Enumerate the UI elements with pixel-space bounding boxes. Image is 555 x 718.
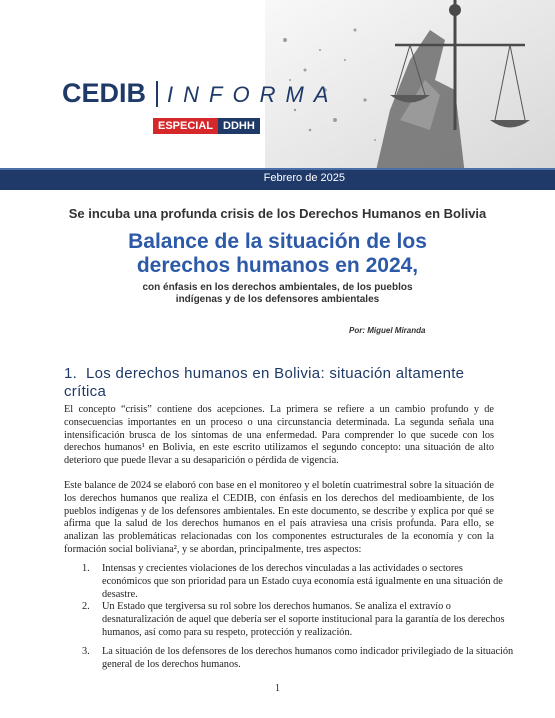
list-item bbox=[82, 563, 514, 601]
list-item-text: Un Estado que tergiversa su rol sobre los derechos humanos. Se analiza el extravío o desnaturalización de aquel que debería ser el soporte institucional para la garantía de los derechos humanos, así como para su respeto, protección y realización. bbox=[102, 601, 505, 638]
title-line-2: derechos humanos en 2024, bbox=[136, 254, 419, 277]
badge-especial: ESPECIAL bbox=[153, 118, 218, 134]
article-subtitle bbox=[0, 282, 555, 306]
list-item-number: 2. bbox=[82, 601, 90, 612]
special-badge bbox=[153, 118, 260, 134]
list-item-text: La situación de los defensores de los derechos humanos como indicador privilegiado de la situación general de los derechos humanos. bbox=[102, 646, 514, 670]
list-item-number: 1. bbox=[82, 563, 90, 574]
header-banner bbox=[0, 0, 555, 190]
cedib-informa-logo bbox=[62, 78, 338, 109]
logo-informa-text: INFORMA bbox=[167, 82, 339, 107]
list-item bbox=[82, 646, 514, 672]
list-item bbox=[82, 601, 514, 639]
article-title bbox=[0, 230, 555, 278]
section-title: Los derechos humanos en Bolivia: situación altamente crítica bbox=[64, 365, 465, 400]
author-byline: Por: Miguel Miranda bbox=[349, 326, 426, 335]
title-line-1: Balance de la situación de los bbox=[128, 230, 427, 253]
logo-divider bbox=[156, 81, 158, 107]
subtitle-line-2: indígenas y de los defensores ambientales bbox=[175, 294, 380, 305]
page-number: 1 bbox=[275, 683, 280, 694]
publication-date: Febrero de 2025 bbox=[263, 172, 345, 184]
list-item-number: 3. bbox=[82, 646, 90, 657]
section-number: 1. bbox=[64, 365, 78, 382]
list-item-text: Intensas y crecientes violaciones de los derechos vinculadas a las actividades o sectores económicos que son prioridad para un Estado cuya economía está igualmente en una situación de desastre. bbox=[102, 563, 503, 600]
badge-ddhh: DDHH bbox=[218, 118, 260, 134]
logo-cedib-text: CEDIB bbox=[62, 78, 147, 108]
date-bar-accent bbox=[0, 168, 555, 170]
paragraph-2: Este balance de 2024 se elaboró con base en el monitoreo y el boletín cuatrimestral sobre la situación de los derechos humanos que realiza el CEDIB, con énfasis en los derechos del medioambiente, de los pueblos indígenas y de los defensores ambientales. En este documento, se describe y explica por qué se afirma que la salud de los derechos humanos en el país atraviesa una crisis profunda. Para ello, se analizan las problemáticas relacionadas con los componentes estructurales de la economía y con la formación social boliviana², y se abordan, principalmente, tres aspectos: bbox=[64, 480, 494, 555]
section-heading bbox=[64, 365, 494, 401]
subtitle-line-1: con énfasis en los derechos ambientales, de los pueblos bbox=[142, 282, 413, 293]
kicker-headline: Se incuba una profunda crisis de los Derechos Humanos en Bolivia bbox=[68, 206, 487, 221]
paragraph-1: El concepto “crisis” contiene dos acepciones. La primera se refiere a un cambio profundo y de consecuencias importantes en un proceso o una circunstancia determinada. La segunda señala una intensificación brusca de los síntomas de una enfermedad. Para comprender lo que sucede con los derechos humanos¹ en Bolivia, en este escrito utilizamos el segundo concepto: una situación de alto deterioro que puede llevar a su desaparición o pérdida de vigencia. bbox=[64, 404, 494, 467]
